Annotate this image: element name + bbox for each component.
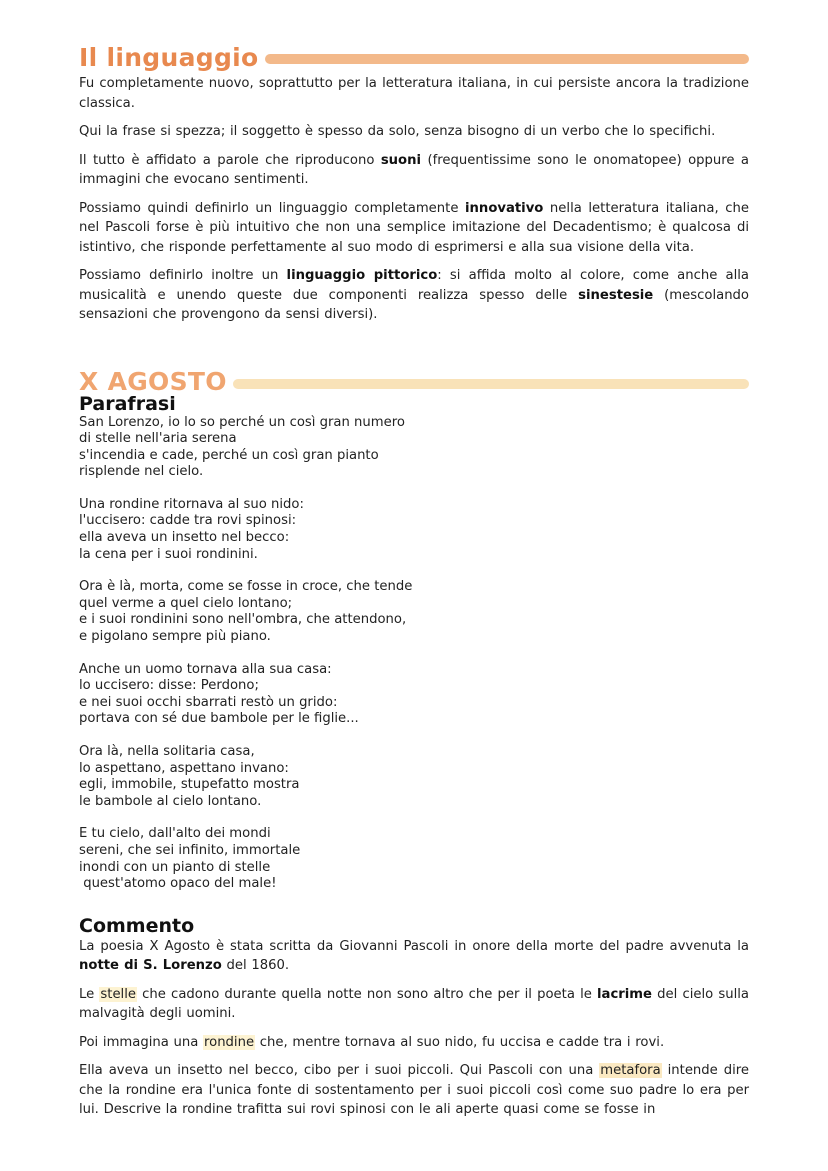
commento-body: [79, 937, 749, 1120]
paragraph: Possiamo quindi definirlo un linguaggio completamente innovativo nella letteratura italiana, che nel Pascoli forse è più intuitivo che non una semplice imitazione del Decadentismo; è qualcosa di istintivo, che risponde perfettamente al suo modo di esprimersi e alla sua visione della vita.: [79, 200, 749, 255]
highlighted-term: rondine: [204, 1034, 255, 1050]
stanza: Ora là, nella solitaria casa, lo aspettano, aspettano invano: egli, immobile, stupefatto mostra le bambole al cielo lontano.: [79, 744, 300, 809]
bold-term: suoni: [380, 152, 422, 168]
subheading-commento: Commento: [79, 914, 195, 937]
stanza: Anche un uomo tornava alla sua casa: lo uccisero: disse: Perdono; e nei suoi occhi sbarrati restò un grido: portava con sé due bambole per le figlie...: [79, 661, 359, 727]
highlighted-term: stelle: [100, 986, 137, 1002]
bold-term: linguaggio pittorico: [286, 268, 438, 283]
stanza: E tu cielo, dall'alto dei mondi sereni, che sei infinito, immortale inondi con un pianto di stelle quest'atomo opaco del male!: [79, 826, 301, 892]
paragraph: Il tutto è affidato a parole che riproducono suoni (frequentissime sono le onomatopee) oppure a immagini che evocano sentimenti.: [79, 152, 749, 187]
subheading-parafrasi: Parafrasi: [79, 392, 176, 415]
stanza: San Lorenzo, io lo so perché un così gran numero di stelle nell'aria serena s'incendia e cade, perché un così gran pianto risplende nel cielo.: [79, 414, 405, 480]
document-page: [79, 40, 749, 1129]
section-title: X AGOSTO: [79, 367, 227, 396]
bold-term: lacrime: [597, 986, 652, 1002]
bold-term: notte di S. Lorenzo: [79, 958, 222, 974]
bold-term: innovativo: [465, 200, 544, 216]
paragraph: Qui la frase si spezza; il soggetto è spesso da solo, senza bisogno di un verbo che lo specifichi.: [79, 124, 716, 139]
paragraph: La poesia X Agosto è stata scritta da Giovanni Pascoli in onore della morte del padre avvenuta la notte di S. Lorenzo del 1860.: [79, 938, 749, 974]
decorative-bar: [233, 379, 749, 389]
paragraph: Fu completamente nuovo, soprattutto per la letteratura italiana, in cui persiste ancora la tradizione classica.: [79, 76, 749, 111]
paragraph: Possiamo definirlo inoltre un linguaggio pittorico: si affida molto al colore, come anche alla musicalità e unendo queste due componenti realizza spesso delle sinestesie (mescolando sensazioni che provengono da sensi diversi).: [79, 268, 749, 322]
section-linguaggio-body: [79, 74, 749, 325]
section-header-linguaggio: [79, 40, 749, 74]
bold-term: sinestesie: [578, 287, 654, 303]
stanza: Ora è là, morta, come se fosse in croce, che tende quel verme a quel cielo lontano; e i suoi rondinini sono nell'ombra, che attendono, e pigolano sempre più piano.: [79, 579, 413, 645]
parafrasi-poem: [79, 415, 749, 893]
section-title: Il linguaggio: [79, 42, 259, 72]
stanza: Una rondine ritornava al suo nido: l'uccisero: cadde tra rovi spinosi: ella aveva un insetto nel becco: la cena per i suoi rondinini.: [79, 496, 304, 562]
paragraph: Ella aveva un insetto nel becco, cibo per i suoi piccoli. Qui Pascoli con una metafora intende dire che la rondine era l'unica fonte di sostentamento per i suoi piccoli così come suo padre lo era per lui. Descrive la rondine trafitta sui rovi spinosi con le ali aperte quasi come se fosse in: [79, 1063, 749, 1118]
highlighted-term: metafora: [600, 1063, 661, 1079]
decorative-bar: [265, 54, 749, 64]
paragraph: Le stelle che cadono durante quella notte non sono altro che per il poeta le lacrime del cielo sulla malvagità degli uomini.: [79, 986, 750, 1022]
paragraph: Poi immagina una rondine che, mentre tornava al suo nido, fu uccisa e cadde tra i rovi.: [79, 1034, 665, 1050]
